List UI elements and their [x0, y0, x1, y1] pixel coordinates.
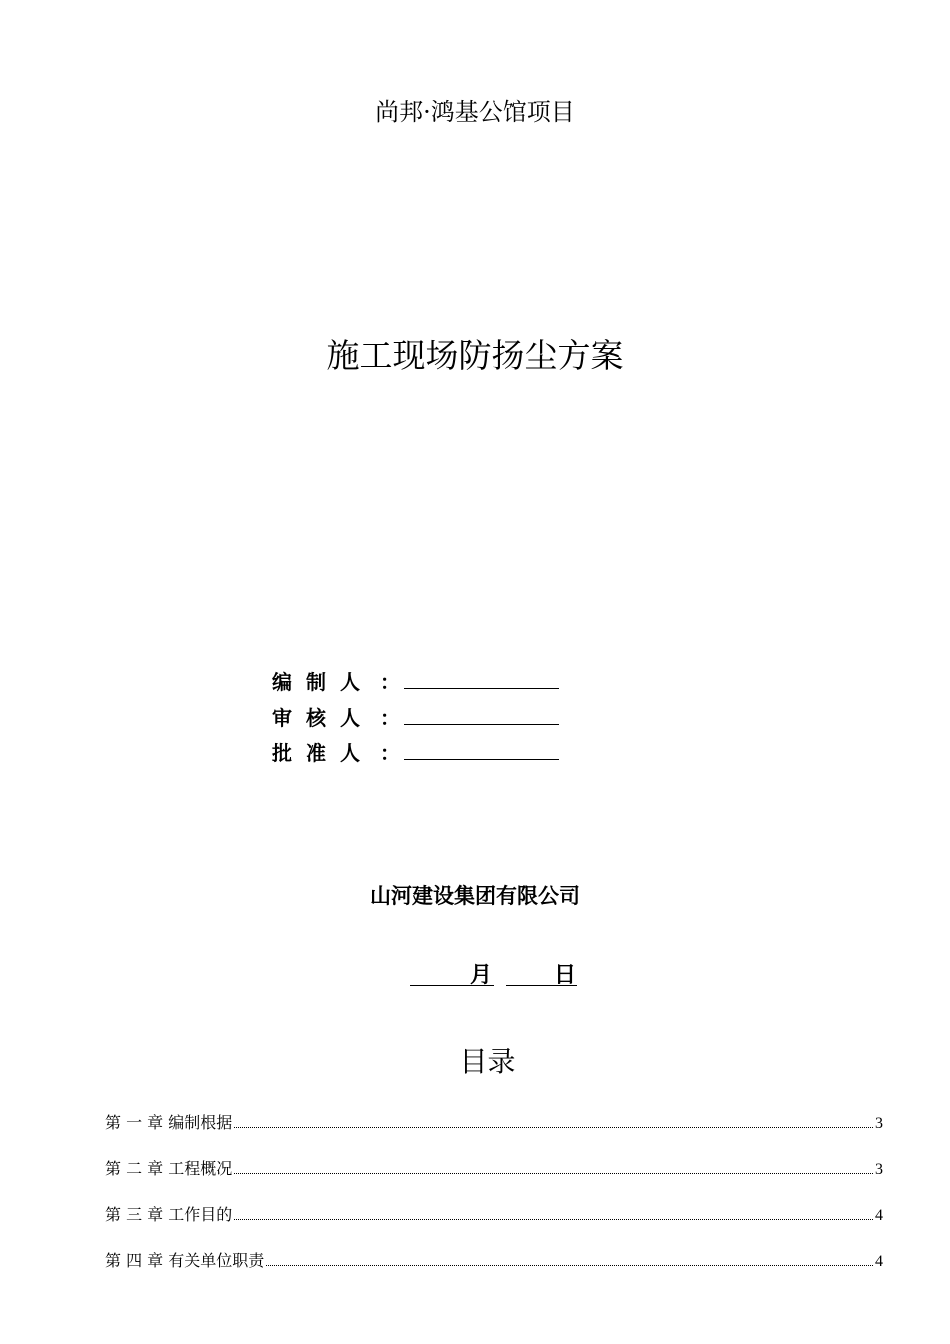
toc-leader [234, 1126, 873, 1128]
toc-item[interactable] [105, 1110, 883, 1156]
signature-label: 审核人 [272, 706, 374, 730]
month-label: 月 [470, 963, 493, 988]
signature-label: 批准人 [272, 741, 374, 765]
toc-leader [234, 1218, 873, 1220]
toc-leader [266, 1264, 873, 1266]
toc-page-number: 3 [875, 1115, 883, 1132]
toc-leader [234, 1172, 873, 1174]
toc-page-number: 4 [875, 1207, 883, 1224]
toc-chapter: 第 一 章 编制根据 [105, 1113, 233, 1132]
toc-page-number: 3 [875, 1161, 883, 1178]
project-name: 尚邦·鸿基公馆项目 [375, 98, 575, 126]
table-of-contents [105, 1110, 883, 1294]
toc-title: 目录 [459, 1045, 516, 1078]
day-label: 日 [554, 963, 577, 988]
signature-colon: ： [380, 670, 400, 694]
signature-colon: ： [380, 706, 400, 730]
company-name: 山河建设集团有限公司 [370, 884, 580, 908]
signature-line [404, 759, 559, 760]
toc-chapter: 第 三 章 工作目的 [105, 1205, 233, 1224]
toc-item[interactable] [105, 1202, 883, 1248]
signature-colon: ： [380, 741, 400, 765]
document-title: 施工现场防扬尘方案 [326, 336, 624, 375]
toc-chapter: 第 二 章 工程概况 [105, 1159, 233, 1178]
toc-chapter: 第 四 章 有关单位职责 [105, 1251, 265, 1270]
toc-item[interactable] [105, 1248, 883, 1294]
toc-page-number: 4 [875, 1253, 883, 1270]
date-line [0, 958, 950, 992]
signature-row-compiler [272, 664, 572, 696]
toc-item[interactable] [105, 1156, 883, 1202]
signature-row-reviewer [272, 700, 572, 732]
signature-line [404, 724, 559, 725]
signature-line [404, 688, 559, 689]
signature-label: 编制人 [272, 670, 374, 694]
signature-row-approver [272, 735, 572, 767]
